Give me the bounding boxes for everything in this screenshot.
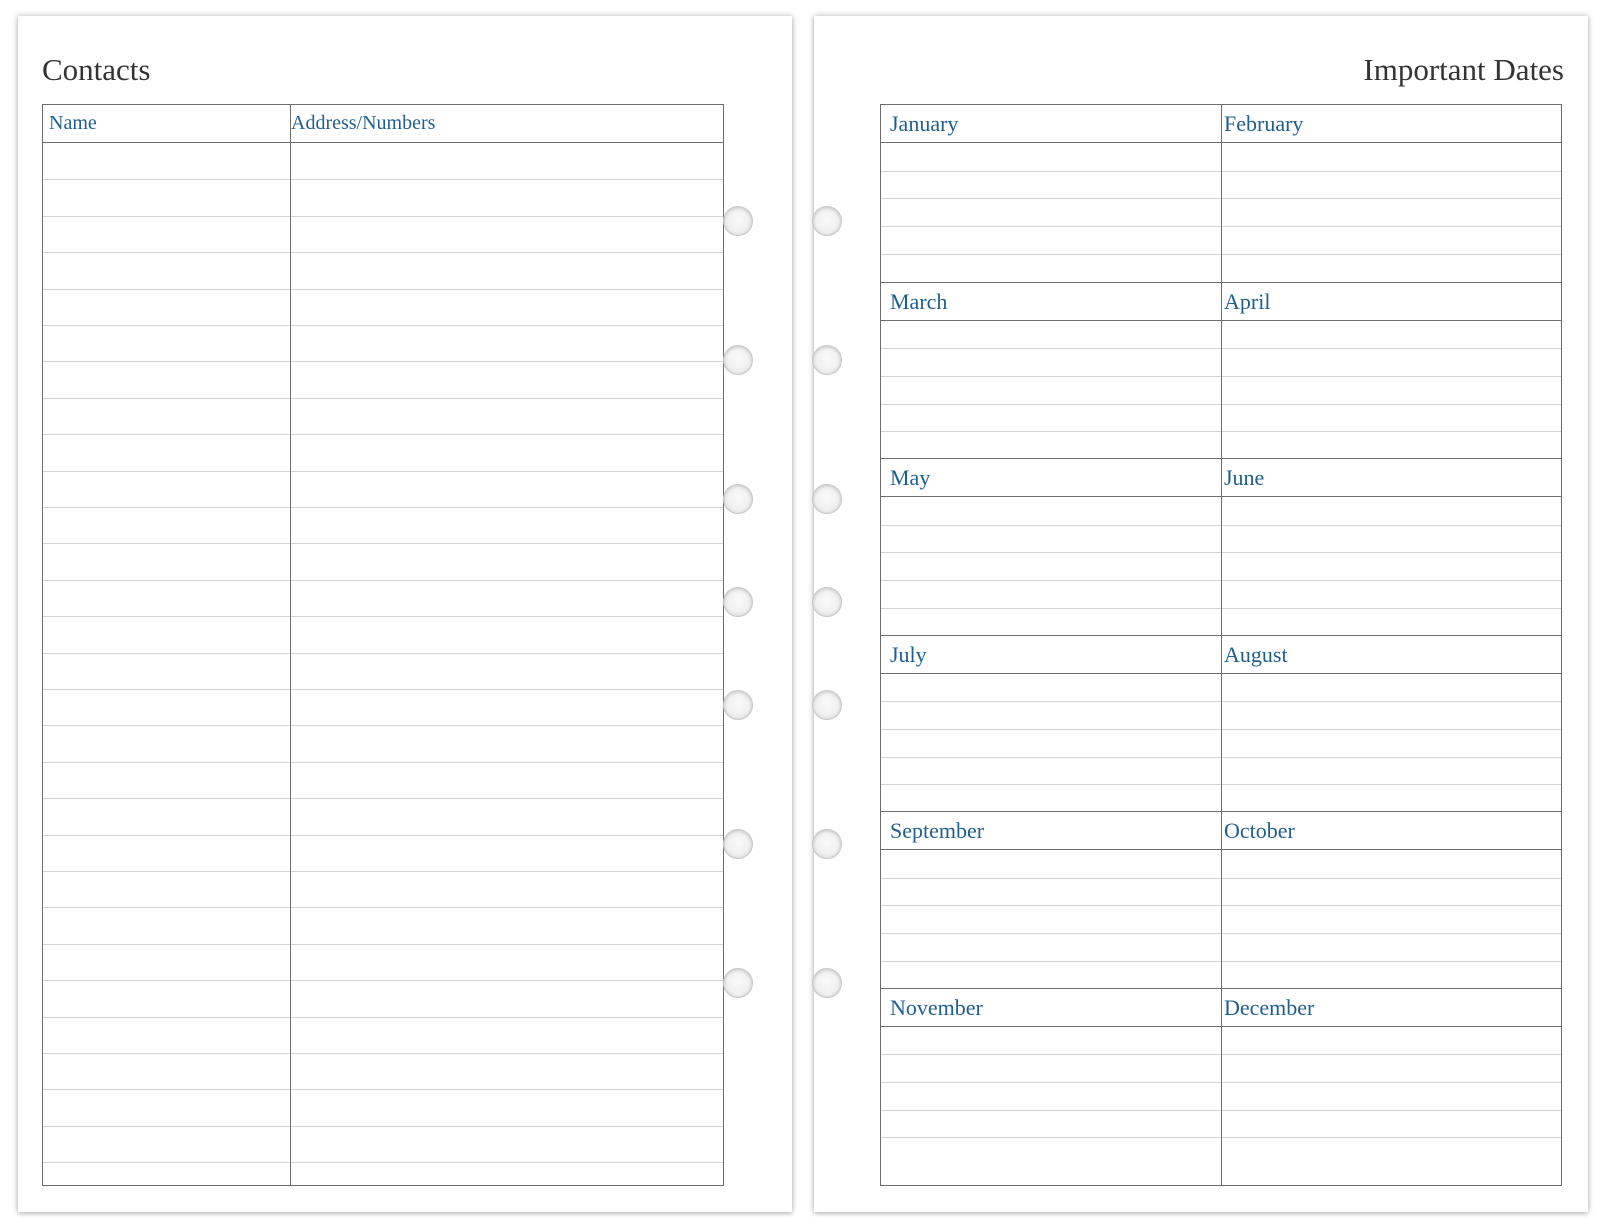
month-label: March bbox=[890, 288, 948, 314]
writing-line bbox=[43, 361, 723, 362]
binder-hole bbox=[812, 206, 842, 236]
writing-line bbox=[43, 1053, 723, 1054]
month-label: February bbox=[1224, 111, 1304, 136]
writing-line bbox=[43, 835, 723, 836]
binder-hole bbox=[723, 206, 753, 236]
month-label: August bbox=[1224, 641, 1288, 667]
writing-line bbox=[43, 1162, 723, 1163]
contacts-table bbox=[42, 104, 724, 1186]
month-label: September bbox=[890, 818, 985, 843]
binder-hole bbox=[812, 690, 842, 720]
writing-line bbox=[43, 616, 723, 617]
writing-line bbox=[43, 944, 723, 945]
binder-hole bbox=[723, 829, 753, 859]
writing-line bbox=[43, 689, 723, 690]
contacts-table-header bbox=[43, 105, 723, 143]
month-label: January bbox=[890, 111, 959, 136]
binder-hole bbox=[812, 484, 842, 514]
writing-line bbox=[43, 252, 723, 253]
writing-line bbox=[43, 798, 723, 799]
writing-line bbox=[43, 762, 723, 763]
address-numbers-column-header: Address/Numbers bbox=[291, 112, 436, 134]
writing-line bbox=[43, 725, 723, 726]
writing-line bbox=[43, 907, 723, 908]
writing-line bbox=[43, 653, 723, 654]
page-title: Important Dates bbox=[1363, 52, 1564, 87]
important-dates-grid bbox=[880, 104, 1562, 1186]
binder-hole bbox=[723, 587, 753, 617]
binder-hole bbox=[812, 829, 842, 859]
writing-line bbox=[43, 871, 723, 872]
writing-line bbox=[43, 398, 723, 399]
writing-line bbox=[43, 980, 723, 981]
writing-line bbox=[43, 179, 723, 180]
writing-line bbox=[43, 543, 723, 544]
binder-hole bbox=[812, 587, 842, 617]
page-title: Contacts bbox=[42, 52, 151, 87]
column-divider bbox=[1221, 105, 1222, 1185]
binder-hole bbox=[723, 690, 753, 720]
month-label: June bbox=[1224, 465, 1265, 490]
writing-line bbox=[43, 325, 723, 326]
writing-line bbox=[43, 216, 723, 217]
month-label: October bbox=[1224, 818, 1295, 843]
important-dates-page bbox=[814, 16, 1588, 1212]
writing-line bbox=[43, 580, 723, 581]
month-label: July bbox=[890, 641, 927, 667]
month-label: April bbox=[1224, 288, 1271, 314]
writing-line bbox=[43, 507, 723, 508]
writing-line bbox=[43, 471, 723, 472]
month-label: December bbox=[1224, 994, 1315, 1020]
contacts-writing-lines bbox=[43, 143, 723, 1185]
writing-line bbox=[43, 434, 723, 435]
binder-hole bbox=[723, 345, 753, 375]
writing-line bbox=[43, 1126, 723, 1127]
month-label: November bbox=[890, 994, 983, 1020]
month-label: May bbox=[890, 465, 931, 490]
name-column-header: Name bbox=[49, 112, 97, 134]
binder-hole bbox=[723, 484, 753, 514]
writing-line bbox=[43, 1017, 723, 1018]
writing-line bbox=[43, 289, 723, 290]
column-divider bbox=[290, 105, 291, 1185]
binder-hole bbox=[812, 345, 842, 375]
binder-hole bbox=[723, 968, 753, 998]
contacts-page bbox=[18, 16, 792, 1212]
writing-line bbox=[43, 1089, 723, 1090]
binder-hole bbox=[812, 968, 842, 998]
